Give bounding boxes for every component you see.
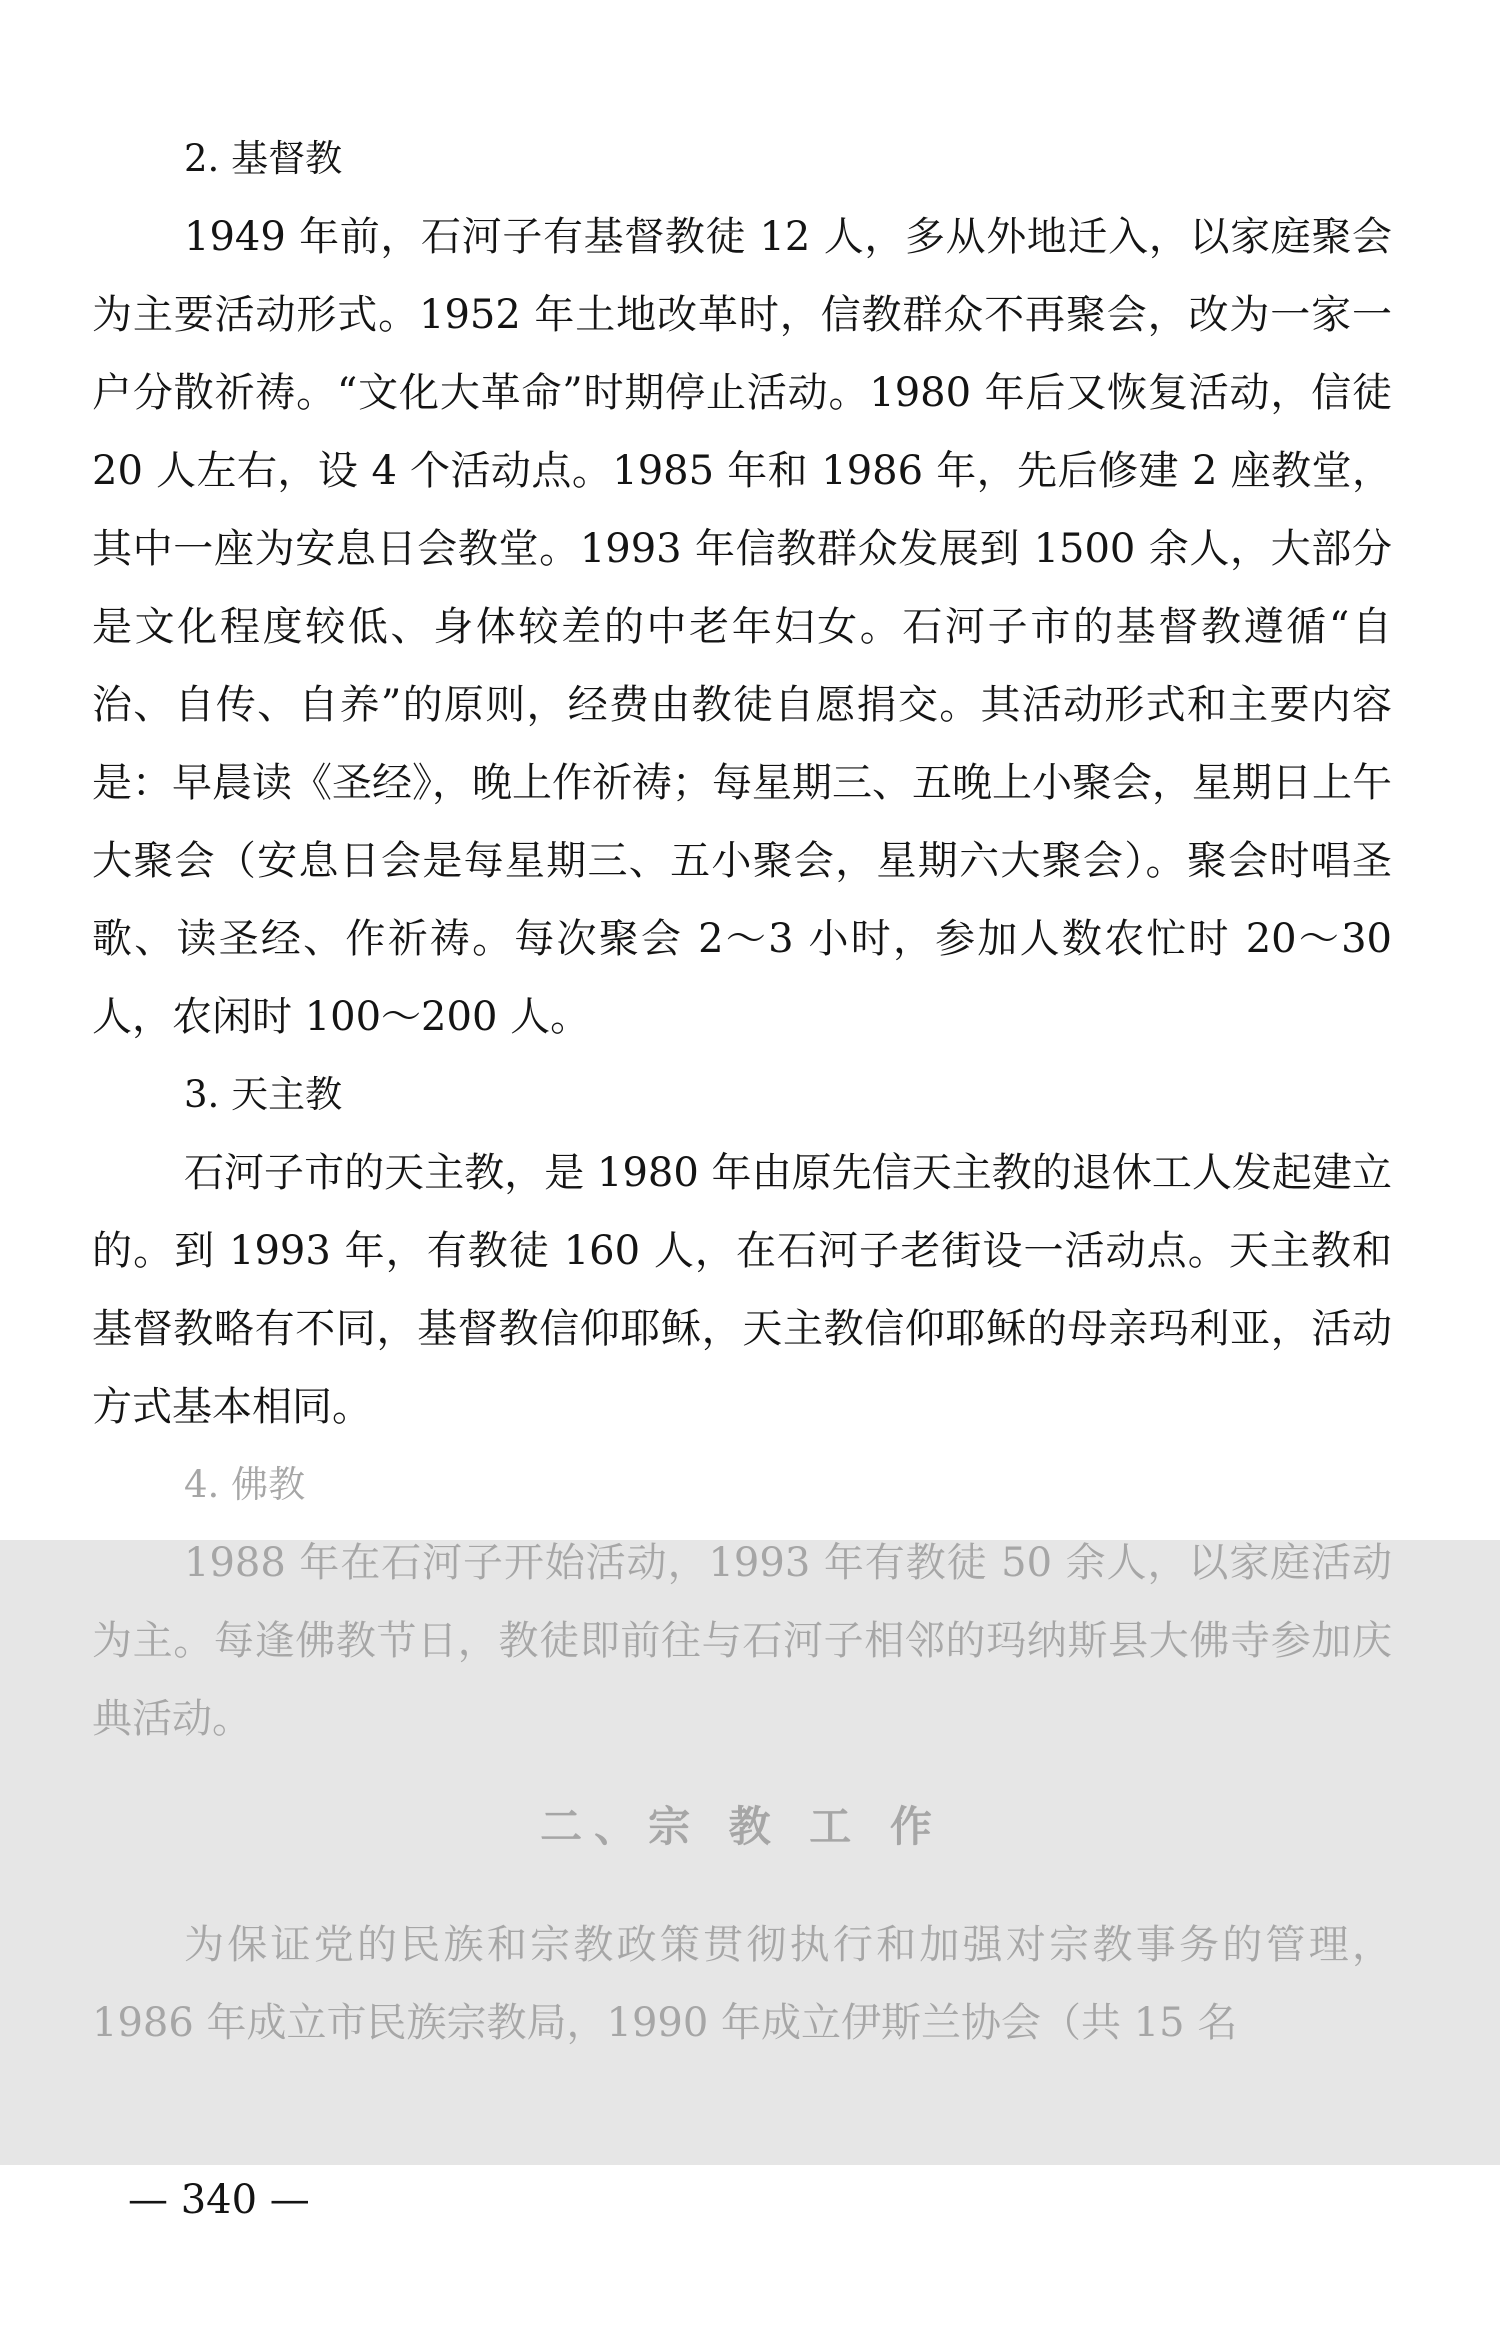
page-number: — 340 — — [128, 2177, 310, 2223]
paragraph-religious-work: 为保证党的民族和宗教政策贯彻执行和加强对宗教事务的管理，1986 年成立市民族宗教局，1990 年成立伊斯兰协会（共 15 名 — [92, 1922, 1392, 2046]
heading-christianity: 2. 基督教 — [184, 137, 343, 180]
section-title-religious-work: 二、宗 教 工 作 — [540, 1802, 944, 1851]
page-content — [92, 120, 1392, 2062]
paragraph-buddhism: 1988 年在石河子开始活动，1993 年有教徒 50 余人，以家庭活动为主。每逢佛教节日，教徒即前往与石河子相邻的玛纳斯县大佛寺参加庆典活动。 — [92, 1540, 1392, 1742]
paragraph-christianity: 1949 年前，石河子有基督教徒 12 人，多从外地迁入，以家庭聚会为主要活动形式。1952 年土地改革时，信教群众不再聚会，改为一家一户分散祈祷。“文化大革命”时期停止活动。1980 年后又恢复活动，信徒 20 人左右，设 4 个活动点。1985 年和 1986 年，先后修建 2 座教堂，其中一座为安息日会教堂。1993 年信教群众发展到 1500 余人，大部分是文化程度较低、身体较差的中老年妇女。石河子市的基督教遵循“自治、自传、自养”的原则，经费由教徒自愿捐交。其活动形式和主要内容是：早晨读《圣经》，晚上作祈祷；每星期三、五晚上小聚会，星期日上午大聚会（安息日会是每星期三、五小聚会，星期六大聚会）。聚会时唱圣歌、读圣经、作祈祷。每次聚会 2～3 小时，参加人数农忙时 20～30 人，农闲时 100～200 人。 — [92, 214, 1392, 1040]
heading-catholicism: 3. 天主教 — [184, 1073, 343, 1116]
paragraph-catholicism: 石河子市的天主教，是 1980 年由原先信天主教的退休工人发起建立的。到 1993 年，有教徒 160 人，在石河子老街设一活动点。天主教和基督教略有不同，基督教信仰耶稣，天主教信仰耶稣的母亲玛利亚，活动方式基本相同。 — [92, 1150, 1392, 1430]
heading-buddhism: 4. 佛教 — [184, 1463, 306, 1506]
